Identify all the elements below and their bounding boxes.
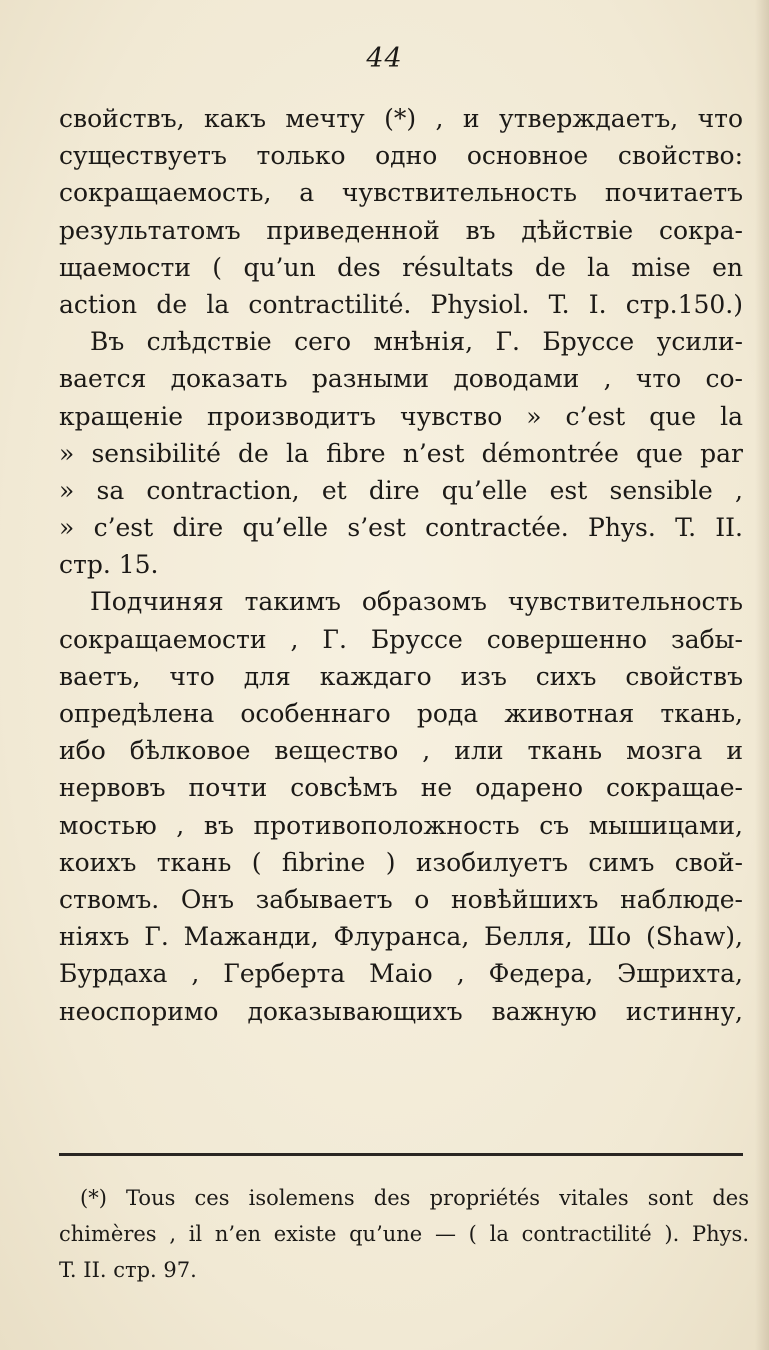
page-edge-shadow	[755, 0, 769, 1350]
text-line: существуетъ только одно основное свойство:	[59, 141, 743, 171]
text-line: Въ слѣдствіе сего мнѣнія, Г. Бруссе усили-	[90, 327, 743, 357]
footnote-line: T. II. стр. 97.	[59, 1258, 197, 1282]
text-line: стр. 15.	[59, 550, 159, 580]
text-line: опредѣлена особеннаго рода животная ткань,	[59, 699, 743, 728]
main-text	[59, 100, 743, 1030]
text-line: щаемости ( qu’un des résultats de la mise en	[59, 252, 743, 282]
text-line: Бурдаха , Герберта Маіо , Федера, Эшрихта,	[59, 959, 743, 989]
text-line: результатомъ приведенной въ дѣйствіе сокра-	[59, 215, 743, 245]
footnote-line: (*) Tous ces isolemens des propriétés vitales sont des	[80, 1186, 749, 1210]
text-line: Подчиняя такимъ образомъ чувствительность	[90, 587, 743, 617]
text-line: нервовъ почти совсѣмъ не одарено сокращае-	[59, 773, 743, 803]
text-line: кращеніе производитъ чувство » c’est que la	[59, 401, 743, 431]
text-line: » sa contraction, et dire qu’elle est sensible ,	[59, 475, 743, 505]
text-line: ибо бѣлковое вещество , или ткань мозга и	[59, 736, 743, 766]
footnote-line: chimères , il n’en existe qu’une — ( la contractilité ). Phys.	[59, 1222, 749, 1246]
text-line: » c’est dire qu’elle s’est contractée. Phys. T. II.	[59, 513, 743, 543]
text-line: » sensibilité de la fibre n’est démontrée que par	[59, 438, 743, 468]
text-line: мостью , въ противоположность съ мышицами,	[59, 810, 743, 840]
text-line: неоспоримо доказывающихъ важную истинну,	[59, 996, 743, 1026]
text-line: ваетъ, что для каждаго изъ сихъ свойствъ	[59, 661, 743, 691]
text-line: ствомъ. Онъ забываетъ о новѣйшихъ наблюде-	[59, 884, 743, 914]
footnote-separator	[59, 1153, 743, 1156]
footnote	[59, 1180, 749, 1288]
text-line: сокращаемость, а чувствительность почитаетъ	[59, 178, 743, 208]
text-line: вается доказать разными доводами , что со-	[59, 364, 743, 394]
text-line: ніяхъ Г. Мажанди, Флуранса, Белля, Шо (Shaw),	[59, 922, 743, 952]
text-line: свойствъ, какъ мечту (*) , и утверждаетъ, что	[59, 104, 743, 133]
text-line: сокращаемости , Г. Бруссе совершенно забы-	[59, 624, 743, 654]
text-line: коихъ ткань ( fibrine ) изобилуетъ симъ свой-	[59, 847, 743, 877]
text-line: action de la contractilité. Physiol. T. I. стр.150.)	[59, 289, 743, 319]
page-number: 44	[366, 43, 403, 74]
